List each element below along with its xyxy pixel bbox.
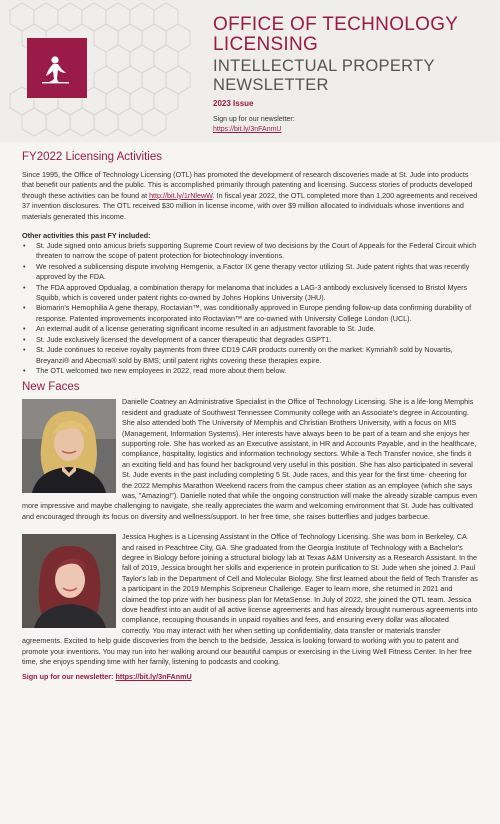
header-text-block [213,15,493,133]
licensing-heading: FY2022 Licensing Activities [22,151,162,163]
jessica-hughes-photo [22,534,116,628]
newsletter-title-line2: LICENSING [213,34,319,55]
newsletter-subtitle-line1: INTELLECTUAL PROPERTY [213,57,435,75]
activity-item: • An external audit of a license generating significant income resulted in an adjustment favorable to St. Jude. [22,324,478,334]
newsletter-subtitle-line2: NEWSLETTER [213,76,329,94]
success-stories-link[interactable]: http://bit.ly/1rNlewW [149,190,213,200]
activity-item: • St. Jude exclusively licensed the development of a cancer therapeutic that degrades GSPT1. [22,335,478,345]
activity-item: • The FDA approved Opdualag, a combination therapy for melanoma that includes a LAG-3 antibody exclusively licensed to Bristol Myers Squibb, which is covered under patent rights co-owned by Johns Hopkins University (JHU). [22,283,478,304]
bio-danielle-coatney [22,397,478,522]
other-activities-heading: Other activities this past FY included: [22,231,151,241]
new-faces-heading: New Faces [22,381,80,394]
header-signup-link[interactable]: https://bit.ly/3nFAnmU [213,126,282,133]
activity-item: • Biomarin's Hemophilia A gene therapy, Roctavian™, was conditionally approved in Europe pending follow-up data confirming durability of response. Patented improvements incorporated into Roctavian™ are co-owned with University College London (UCL). [22,303,478,324]
main-content [0,151,500,681]
activity-item: • The OTL welcomed two new employees in 2022, read more about them below. [22,366,478,376]
bio-jessica-hughes [22,532,478,667]
intro-text-before-link: Since 1995, the Office of Technology Licensing (OTL) has promoted the development of research discoveries made at St. Jude into products that benefit our patients and the public. This is accomplished primarily through patenting and licensing. Success stories of products developed through these activities can be found at [22,170,473,200]
activity-item: • St. Jude signed onto amicus briefs supporting Supreme Court review of two decisions by the Court of Appeals for the Federal Circuit which threaten to narrow the scope of patent protection for biotechnology inventions. [22,241,478,262]
footer-signup-text: Sign up for our newsletter: [22,672,114,682]
activity-item: • We resolved a sublicensing dispute involving Hemgenix, a Factor IX gene therapy vector utilizing St. Jude patent rights that was recently approved by the FDA. [22,262,478,283]
intro-text-after-link: . In fiscal year 2022, the OTL completed more than 1,200 agreements and received 37 invention disclosures. The OTL received $30 million in license income, with over $9 million allocated to individuals whose inventions and materials generated this income. [22,190,478,221]
footer-signup [22,672,478,681]
st-jude-logo-icon [27,38,87,98]
danielle-coatney-photo [22,399,116,493]
licensing-intro [22,170,478,222]
header-signup-text: Sign up for our newsletter: [213,116,295,123]
newsletter-title-line1: OFFICE OF TECHNOLOGY [213,14,459,35]
jessica-hughes-bio-text: Jessica Hughes is a Licensing Assistant in the Office of Technology Licensing. She was born in Berkeley, CA and raised in Peachtree City, GA. She graduated from the Georgia Institute of Technology with a Bachelor's degree in Biology before joining a structural biology lab at Texas A&M University as a Research Assistant. In the fall of 2019, Jessica brought her skills and experience in protein purification to St. Jude when she joined J. Paul Taylor's lab in the Department of Cell and Molecular Biology. She first learned about the field of Tech Transfer as a participant in the 2019 Memphis Scipreneur Challenge. Eager to learn more, she returned in 2021 and claimed the top prize with her business plan for MetaSense. In July of 2022, she joined the OTL team. Jessica dove headfirst into an audit of all active license agreements and has already brought numerous agreements into compliance, recouping thousands in unpaid royalties and fees, and ensuring every dollar was allocated correctly. You may interact with her when setting up confidentiality, data transfer or materials transfer agreements. Excited to help guide discoveries from the bench to the bedside, Jessica is looking forward to working with you to patent and promote your inventions. You may run into her walking around our beautiful campus or exercising in the Living Well Fitness Center. In her free time, she enjoys spending time with her family, listening to podcasts and cooking. [22,532,478,667]
activities-list [22,241,478,376]
newsletter-header [0,0,500,142]
activity-item: • St. Jude continues to receive royalty payments from three CD19 CAR products currently on the market: Kymriah® sold by Novartis, Breyanzi® and Abecma® sold by BMS; until patent rights covering these therapies expire. [22,345,478,366]
issue-label: 2023 Issue [213,99,254,108]
footer-signup-link[interactable]: https://bit.ly/3nFAnmU [115,672,192,682]
danielle-coatney-bio-text: Danielle Coatney an Administrative Specialist in the Office of Technology Licensing. She is a life-long Memphis resident and graduate of Southwest Tennessee Community college with an Associate's degree in Accounting. She also attended both The University of Memphis and Christian Brothers University, with a focus on MIS (Management, Information Systems). Her interests have always been to be part of a team and she enjoys her supporting role. She has worked as an Executive assistant, in HR and Accounts Payable, and in the healthcare, compliance, hospitality, logistics and information technology sectors. While a Tech Transfer novice, she finds it an exciting field and has found her background very useful in this position. She has also participated in several St. Jude events in the past including completing 5 St. Jude races, and this year for the first time- cheering for the 2022 Memphis Marathon Weekend racers from the campus cheer station as an employee (which she says was, "Amazing!"). Danielle noted that while the ongoing construction will make the already sizable campus even more impressive and maybe challenging to navigate, she really appreciates the warm and welcoming environment that St. Jude has cultivated and encouraged through its focus on diversity and wellness/support. In her free time, she raises butterflies and judges barbecue. [22,397,478,521]
